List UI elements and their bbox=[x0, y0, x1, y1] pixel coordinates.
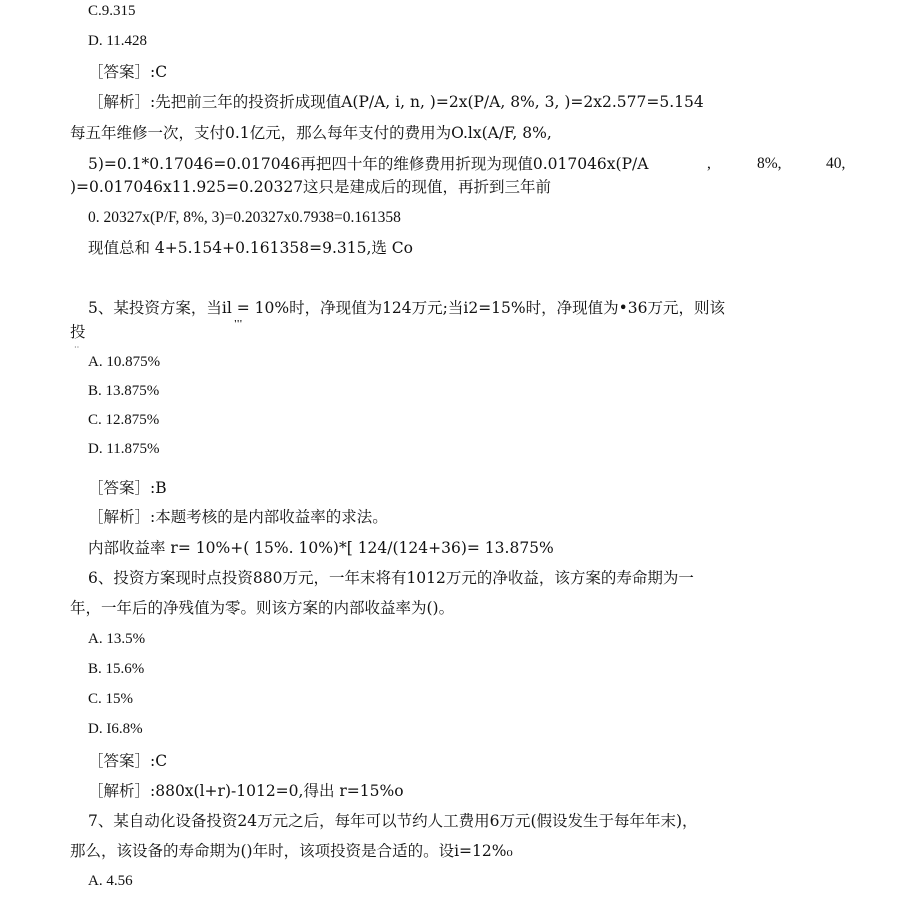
question-6-stem: 6、投资方案现时点投资880万元，一年末将有1012万元的净收益，该方案的寿命期为一 bbox=[88, 569, 694, 587]
analysis-q4-line2: 每五年维修一次，支付0.1亿元，那么每年支付的费用为O.lx(A/F, 8%, bbox=[70, 124, 552, 142]
question-5-stem-cont: 投 bbox=[70, 323, 86, 341]
option-c-q4: C.9.315 bbox=[88, 3, 136, 19]
analysis-q4-line3-rate: 8%, bbox=[757, 155, 782, 172]
question-7-stem-cont: 那么，该设备的寿命期为()年时，该项投资是合适的。设i=12%₀ bbox=[70, 842, 513, 860]
option-a-q6: A. 13.5% bbox=[88, 631, 146, 647]
answer-q5: ［答案］:B bbox=[88, 479, 167, 497]
option-b-q6: B. 15.6% bbox=[88, 661, 145, 677]
question-6-stem-cont: 年，一年后的净残值为零。则该方案的内部收益率为()。 bbox=[70, 599, 455, 617]
option-c-q5: C. 12.875% bbox=[88, 412, 160, 428]
option-d-q5: D. 11.875% bbox=[88, 441, 160, 457]
option-d-q4: D. 11.428 bbox=[88, 33, 148, 49]
analysis-q5-line1: ［解析］:本题考核的是内部收益率的求法。 bbox=[88, 508, 388, 526]
answer-q6: ［答案］:C bbox=[88, 752, 168, 770]
analysis-q4-line3-comma: , bbox=[707, 155, 711, 172]
stray-dots: ·· bbox=[74, 343, 80, 352]
option-a-q5: A. 10.875% bbox=[88, 354, 161, 370]
analysis-q4-line4: )=0.017046x11.925=0.20327这只是建成后的现值，再折到三年前 bbox=[70, 178, 552, 196]
analysis-q4-line3: 5)=0.1*0.17046=0.017046再把四十年的维修费用折现为现值0.017046x(P/A bbox=[88, 155, 649, 173]
analysis-q5-line2: 内部收益率 r= 10%+( 15%. 10%)*[ 124/(124+36)= 13.875% bbox=[88, 539, 554, 557]
option-a-q7: A. 4.56 bbox=[88, 873, 133, 889]
option-c-q6: C. 15% bbox=[88, 691, 133, 707]
analysis-q4-line5: 0. 20327x(P/F, 8%, 3)=0.20327x0.7938=0.161358 bbox=[88, 209, 401, 226]
analysis-q4-line3-years: 40, bbox=[826, 155, 846, 172]
option-b-q5: B. 13.875% bbox=[88, 383, 160, 399]
question-7-stem: 7、某自动化设备投资24万元之后，每年可以节约人工费用6万元(假设发生于每年年末)， bbox=[88, 812, 698, 830]
analysis-q4-line6: 现值总和 4+5.154+0.161358=9.315,选 Co bbox=[88, 239, 414, 257]
answer-q4: ［答案］:C bbox=[88, 63, 168, 81]
option-d-q6: D. I6.8% bbox=[88, 721, 143, 737]
analysis-q4-line1: ［解析］:先把前三年的投资折成现值A(P/A, i, n, )=2x(P/A, 8%, 3, )=2x2.577=5.154 bbox=[88, 93, 704, 111]
stray-mark: ''' bbox=[234, 319, 243, 330]
analysis-q6: ［解析］:880x(l+r)-1012=0,得出 r=15%o bbox=[88, 782, 404, 800]
question-5-stem: 5、某投资方案，当il = 10%时，净现值为124万元;当i2=15%时，净现值为•36万元，则该 bbox=[88, 299, 726, 317]
